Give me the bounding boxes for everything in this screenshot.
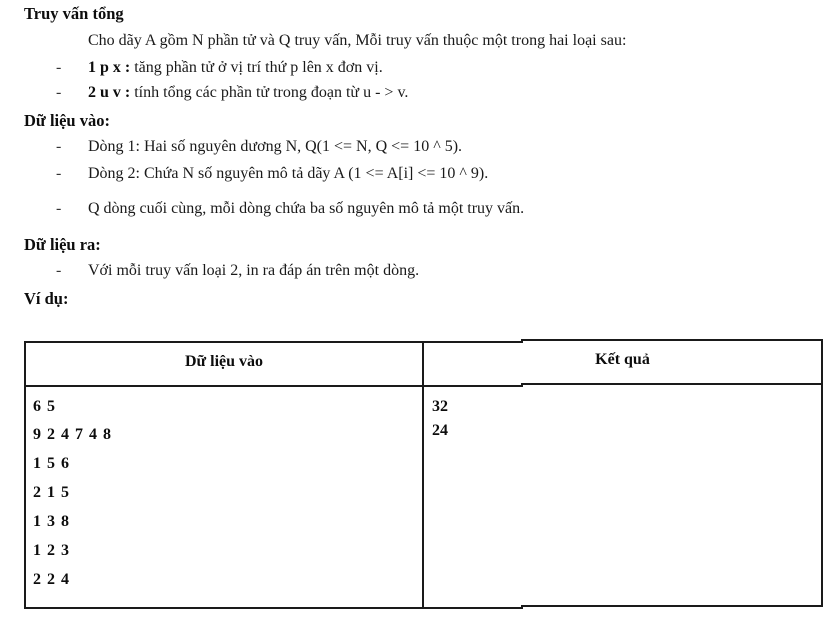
table-border-bottom-right — [521, 605, 823, 607]
query-description: tăng phần tử ở vị trí thứ p lên x đơn vị. — [130, 59, 383, 76]
table-header-output: Kết quả — [595, 351, 650, 368]
query-code: 2 u v : — [88, 84, 131, 101]
sample-input-line: 1 2 3 — [33, 542, 70, 559]
sample-output-line: 32 — [432, 398, 448, 415]
table-border-top-right — [521, 339, 823, 341]
table-header-input: Dữ liệu vào — [184, 353, 264, 370]
query-description: tính tổng các phần tử trong đoạn từ u - > v. — [130, 84, 409, 101]
input-spec-line-1: Dòng 1: Hai số nguyên dương N, Q(1 <= N, Q <= 10 ^ 5). — [88, 138, 463, 155]
list-dash: - — [56, 200, 62, 217]
output-spec-line-1: Với mỗi truy vấn loại 2, in ra đáp án trên một dòng. — [88, 262, 420, 279]
page-title: Truy vấn tổng — [24, 4, 124, 23]
input-spec-line-3: Q dòng cuối cùng, mỗi dòng chứa ba số nguyên mô tả một truy vấn. — [88, 200, 525, 217]
table-header-divider-left — [24, 385, 523, 387]
sample-input-line: 1 3 8 — [33, 513, 70, 530]
query-code: 1 p x : — [88, 59, 131, 76]
sample-input-line: 6 5 — [33, 398, 56, 415]
table-column-divider — [422, 341, 424, 609]
list-dash: - — [56, 262, 62, 279]
table-header-divider-right — [521, 383, 823, 385]
sample-input-line: 2 1 5 — [33, 484, 70, 501]
input-section-heading: Dữ liệu vào: — [24, 111, 110, 130]
list-dash: - — [56, 165, 62, 182]
output-section-heading: Dữ liệu ra: — [24, 235, 101, 254]
input-spec-line-2: Dòng 2: Chứa N số nguyên mô tả dãy A (1 <= A[i] <= 10 ^ 9). — [88, 165, 489, 182]
sample-input-line: 1 5 6 — [33, 455, 70, 472]
table-border-right — [821, 339, 823, 607]
intro-paragraph: Cho dãy A gồm N phần tử và Q truy vấn, Mỗi truy vấn thuộc một trong hai loại sau: — [88, 32, 627, 49]
sample-input-line: 2 2 4 — [33, 571, 70, 588]
list-dash: - — [56, 138, 62, 155]
sample-output-line: 24 — [432, 422, 448, 439]
example-heading: Ví dụ: — [24, 289, 69, 308]
table-border-top-left — [24, 341, 523, 343]
table-border-bottom-left — [24, 607, 523, 609]
list-dash: - — [56, 59, 62, 76]
sample-input-line: 9 2 4 7 4 8 — [33, 426, 112, 443]
list-dash: - — [56, 84, 62, 101]
table-border-left — [24, 341, 26, 609]
